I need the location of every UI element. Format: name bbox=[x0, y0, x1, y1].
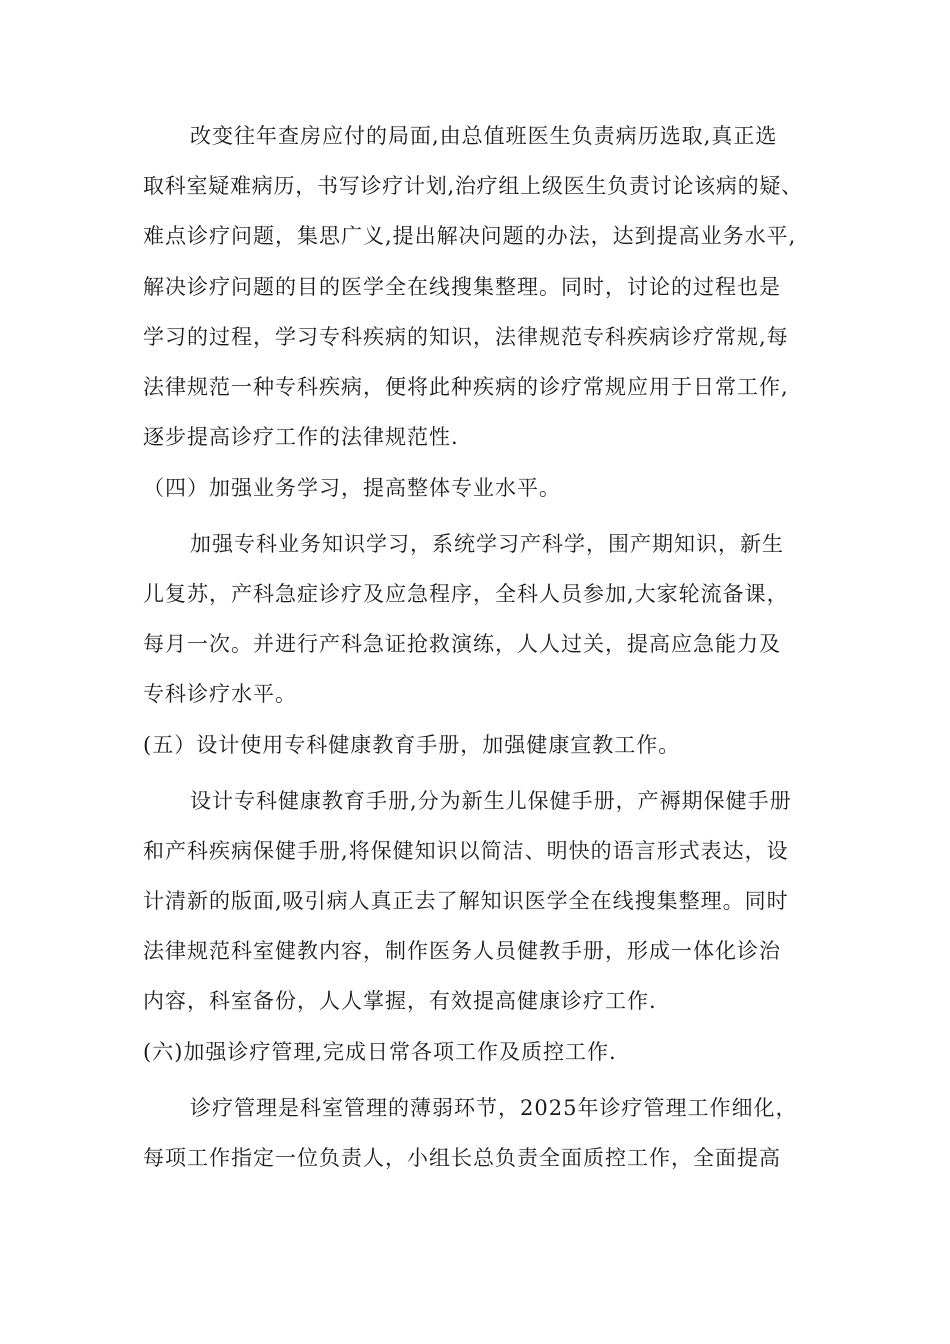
paragraph-line: 法律规范一种专科疾病，便将此种疾病的诊疗常规应用于日常工作, bbox=[143, 375, 789, 399]
paragraph-line: 和产科疾病保健手册,将保健知识以简洁、明快的语言形式表达，设 bbox=[143, 839, 789, 863]
paragraph-line: 学习的过程，学习专科疾病的知识，法律规范专科疾病诊疗常规,每 bbox=[143, 325, 789, 349]
paragraph-line: 法律规范科室健教内容，制作医务人员健教手册，形成一体化诊治 bbox=[143, 939, 781, 963]
paragraph-line: 计清新的版面,吸引病人真正去了解知识医学全在线搜集整理。同时 bbox=[143, 889, 789, 913]
section-heading: (五）设计使用专科健康教育手册，加强健康宣教工作。 bbox=[143, 733, 681, 757]
section-heading: (六)加强诊疗管理,完成日常各项工作及质控工作. bbox=[143, 1040, 617, 1064]
paragraph-line: 诊疗管理是科室管理的薄弱环节，2025年诊疗管理工作细化， bbox=[190, 1096, 798, 1120]
paragraph-line: 逐步提高诊疗工作的法律规范性. bbox=[143, 425, 459, 449]
paragraph-line: 解决诊疗问题的目的医学全在线搜集整理。同时，讨论的过程也是 bbox=[143, 275, 781, 299]
paragraph-line: 儿复苏，产科急症诊疗及应急程序，全科人员参加,大家轮流备课， bbox=[143, 582, 789, 606]
section-heading: （四）加强业务学习，提高整体专业水平。 bbox=[143, 476, 561, 500]
paragraph-line: 每项工作指定一位负责人，小组长总负责全面质控工作，全面提高 bbox=[143, 1146, 781, 1170]
paragraph-line: 加强专科业务知识学习，系统学习产科学，围产期知识，新生 bbox=[190, 532, 784, 556]
paragraph-line: 难点诊疗问题，集思广义,提出解决问题的办法，达到提高业务水平, bbox=[143, 224, 797, 248]
paragraph-line: 每月一次。并进行产科急证抢救演练，人人过关，提高应急能力及 bbox=[143, 632, 781, 656]
paragraph-line: 内容，科室备份，人人掌握，有效提高健康诊疗工作. bbox=[143, 989, 657, 1013]
paragraph-line: 取科室疑难病历，书写诊疗计划,治疗组上级医生负责讨论该病的疑、 bbox=[143, 174, 803, 198]
paragraph-line: 设计专科健康教育手册,分为新生儿保健手册，产褥期保健手册 bbox=[190, 789, 792, 813]
paragraph-line: 改变往年查房应付的局面,由总值班医生负责病历选取,真正选 bbox=[190, 124, 778, 148]
paragraph-line: 专科诊疗水平。 bbox=[143, 682, 297, 706]
